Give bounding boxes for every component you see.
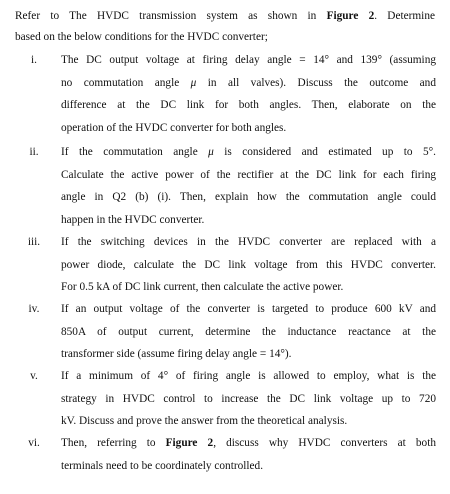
item-number: iv. xyxy=(28,303,40,315)
item-line: angle in Q2 (b) (i). Then, explain how the commutation angle could xyxy=(61,191,436,204)
figure-reference: Figure 2 xyxy=(326,10,375,22)
mu-symbol: μ xyxy=(190,76,197,89)
item-line: difference at the DC link for both angles. Then, elaborate on the xyxy=(61,99,436,112)
item-text xyxy=(61,298,436,366)
item-line: 850A of output current, determine the inductance reactance at the xyxy=(61,325,436,338)
intro-text: . Determine xyxy=(374,10,435,22)
intro-line-1 xyxy=(15,6,435,27)
item-line: Calculate the active power of the rectifier at the DC link for each firing xyxy=(61,168,436,181)
mu-symbol: μ xyxy=(208,146,214,158)
item-line: operation of the HVDC converter for both angles. xyxy=(61,121,287,134)
intro-text: Refer to The HVDC transmission system as shown in xyxy=(15,10,327,22)
item-text xyxy=(61,141,436,231)
item-line: no commutation angle μ in all valves). Discuss the outcome and xyxy=(61,76,436,89)
item-line: strategy in HVDC control to increase the DC link voltage up to 720 xyxy=(61,392,436,405)
item-line: If the commutation angle μ is considered and estimated up to 5°. xyxy=(61,146,436,158)
item-line: If the switching devices in the HVDC converter are replaced with a xyxy=(61,236,436,248)
item-line: transformer side (assume firing delay angle = 14°). xyxy=(61,348,292,361)
item-text xyxy=(61,432,436,477)
item-number: i. xyxy=(31,54,37,66)
question-intro xyxy=(15,6,435,47)
figure-reference: Figure 2 xyxy=(165,437,214,449)
item-text-part: Then, referring to xyxy=(61,437,166,449)
item-line: For 0.5 kA of DC link current, then calculate the active power. xyxy=(61,281,344,294)
item-number: vi. xyxy=(28,437,40,449)
item-text xyxy=(61,365,436,433)
item-text-part: , discuss why HVDC converters at both xyxy=(213,437,436,449)
item-text xyxy=(61,231,436,299)
item-line xyxy=(61,432,436,455)
intro-line-2: based on the below conditions for the HVDC converter; xyxy=(15,30,268,43)
item-number: v. xyxy=(30,370,38,382)
item-line: The DC output voltage at firing delay angle = 14° and 139° (assuming xyxy=(61,54,436,66)
item-line: If an output voltage of the converter is targeted to produce 600 kV and xyxy=(61,303,436,315)
item-line: happen in the HVDC converter. xyxy=(61,213,205,226)
item-number: iii. xyxy=(27,236,41,248)
item-number: ii. xyxy=(29,146,39,158)
item-line: power diode, calculate the DC link voltage from this HVDC converter. xyxy=(61,258,436,271)
item-line: terminals need to be coordinately controlled. xyxy=(61,459,264,472)
item-line: kV. Discuss and prove the answer from the theoretical analysis. xyxy=(61,415,348,428)
item-text xyxy=(61,49,436,139)
item-line: If a minimum of 4° of firing angle is allowed to employ, what is the xyxy=(61,370,436,382)
